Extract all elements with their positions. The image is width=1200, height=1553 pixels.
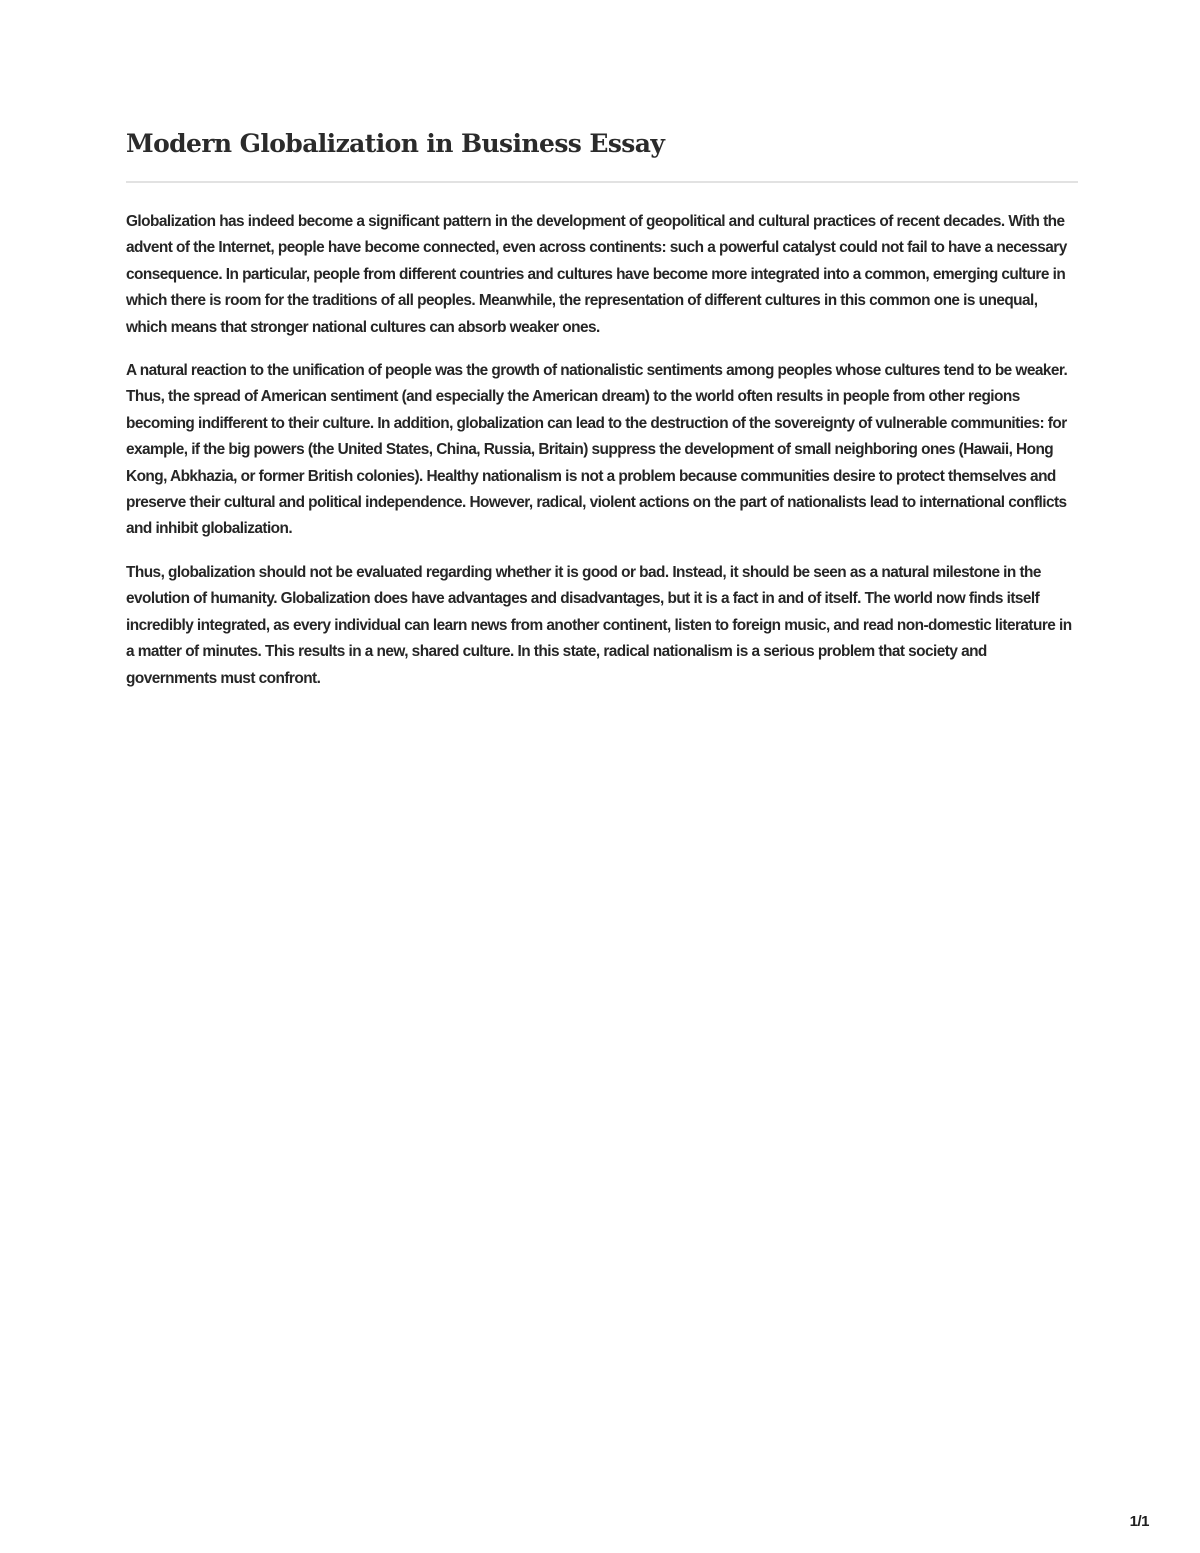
- document-title: Modern Globalization in Business Essay: [126, 129, 665, 158]
- document-body: [126, 209, 1078, 692]
- paragraph-3: Thus, globalization should not be evaluated regarding whether it is good or bad. Instead, it should be seen as a natural milestone in the evolution of humanity. Globalization does have advantages and disadvantages, but it is a fact in and of itself. The world now finds itself incredibly integrated, as every individual can learn news from another continent, listen to foreign music, and read non-domestic literature in a matter of minutes. This results in a new, shared culture. In this state, radical nationalism is a serious problem that society and governments must confront.: [126, 563, 1072, 687]
- document-content: [126, 122, 1078, 709]
- title-divider: [126, 181, 1078, 183]
- paragraph-2: A natural reaction to the unification of people was the growth of nationalistic sentiments among peoples whose cultures tend to be weaker. Thus, the spread of American sentiment (and especially the American dream) to the world often results in people from other regions becoming indifferent to their culture. In addition, globalization can lead to the destruction of the sovereignty of vulnerable communities: for example, if the big powers (the United States, China, Russia, Britain) suppress the development of small neighboring ones (Hawaii, Hong Kong, Abkhazia, or former British colonies). Healthy nationalism is not a problem because communities desire to protect themselves and preserve their cultural and political independence. However, radical, violent actions on the part of nationalists lead to international conflicts and inhibit globalization.: [126, 362, 1068, 538]
- paragraph-1: Globalization has indeed become a significant pattern in the development of geopolitical and cultural practices of recent decades. With the advent of the Internet, people have become connected, even across continents: such a powerful catalyst could not fail to have a necessary consequence. In particular, people from different countries and cultures have become more integrated into a common, emerging culture in which there is room for the traditions of all peoples. Meanwhile, the representation of different cultures in this common one is unequal, which means that stronger national cultures can absorb weaker ones.: [126, 213, 1067, 336]
- page-number: 1/1: [1129, 1513, 1149, 1530]
